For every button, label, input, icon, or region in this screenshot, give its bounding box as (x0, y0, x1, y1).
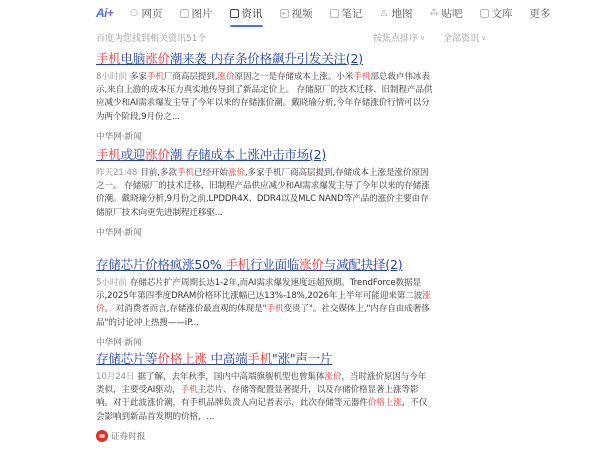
tab-news[interactable]: 资讯 (230, 3, 263, 23)
result-count: 百度为您找到相关资讯51个 (96, 34, 207, 44)
result-snippet: 昨天21:48 目前,多款手机已经开始涨价,多家手机厂商高层提到,存储成本上涨是涨价原因之一。 存储原厂的技术迁移、旧制程产品供应减少和AI需求爆发主导了今年以来的存储涨价潮。戴晓瑜分析,9月份之前,LPDDR4X、DDR4以及MLC NAND等产品的涨价主要由存储原厂技术向更先进制程迁移驱... (96, 168, 430, 218)
result-title-link[interactable]: 存储芯片等价格上涨 中高端手机"涨"声一片 (96, 351, 333, 366)
image-icon (180, 9, 189, 18)
video-icon: ▸ (280, 9, 289, 18)
result-source[interactable]: 中华网·新闻 (96, 227, 142, 238)
result-source[interactable]: 中华网·新闻 (96, 131, 142, 142)
map-icon: ◬ (380, 7, 388, 18)
filter-dropdown[interactable]: 全部资讯 ∨ (443, 33, 487, 44)
tab-more[interactable]: 更多 (529, 7, 551, 20)
ai-logo[interactable]: Ai+ (96, 6, 114, 20)
result-source[interactable]: 证券时报 (96, 430, 436, 442)
tab-tieba[interactable]: ⁂ 贴吧 (429, 7, 463, 20)
result-time: 5小时前 (96, 278, 127, 288)
chevron-down-icon: ∨ (481, 33, 487, 42)
result-title-link[interactable]: 存储芯片价格疯涨50% 手机行业面临涨价与减配抉择(2) (96, 257, 403, 272)
tab-wenku[interactable]: 文库 (480, 3, 513, 23)
news-icon (230, 9, 239, 18)
news-result (96, 256, 436, 348)
result-title-link[interactable]: 手机或迎涨价潮 存储成本上涨冲击市场(2) (96, 147, 327, 162)
search-tools (373, 31, 486, 44)
news-result (96, 146, 436, 238)
tieba-icon: ⁂ (429, 7, 439, 18)
search-tabs (96, 3, 568, 23)
news-result (96, 50, 436, 142)
result-title-link[interactable]: 手机电脑涨价潮来袭 内存条价格飙升引发关注(2) (96, 51, 363, 66)
news-result (96, 350, 436, 442)
result-source[interactable]: 中华网·新闻 (96, 337, 142, 348)
tab-notes[interactable]: 笔记 (330, 3, 363, 23)
result-time: 10月24日 (96, 372, 135, 382)
note-icon (330, 9, 339, 18)
tab-web[interactable]: ○ 网页 (130, 7, 163, 20)
tab-video[interactable]: ▸ 视频 (280, 3, 313, 23)
securities-times-logo-icon (96, 430, 108, 442)
result-snippet: 10月24日 据了解，去年秋季，国内中高端旗舰机型也曾集体涨价，当时涨价原因与今年类似，主要受AI驱动，手机主芯片、存储等配置显著提升，以及存储价格显著上涨等影响。对于此波涨价潮，有手机品牌负责人向记者表示，此次存储等元器件价格上涨，不仅会影响到新品首发期的价格，... (96, 372, 428, 422)
doc-icon (480, 9, 489, 18)
result-snippet: 8小时前 多家手机厂商高层提到,涨价原因之一是存储成本上涨。小米手机部总裁卢伟冰表示,来自上游的成本压力真实地传导到了新品定价上。 存储原厂的技术迁移、旧制程产品供应减少和AI需求爆发主导了今年以来的存储涨价潮。戴晓瑜分析,今年存储涨价行情可以分为两个阶段,9月份之... (96, 72, 433, 122)
result-snippet: 5小时前 存储芯片扩产周期长达1-2年,而AI需求爆发速度远超预期。TrendForce数据显示,2025年第四季度DRAM价格环比涨幅已达13%-18%,2026年上半年可能迎来第二波涨价。 对消费者而言,存储涨价最直观的体现是"手机变贵了"。社交媒体上,"内存自由成奢侈品"的讨论冲上热搜——iP... (96, 278, 431, 328)
result-time: 8小时前 (96, 72, 127, 82)
sort-dropdown[interactable]: 按焦点排序 ∨ (373, 33, 426, 44)
tab-images[interactable]: 图片 (180, 3, 213, 23)
chevron-down-icon: ∨ (420, 33, 426, 42)
tab-map[interactable]: ◬ 地图 (380, 7, 413, 20)
search-icon: ○ (130, 7, 138, 18)
result-time: 昨天21:48 (96, 168, 138, 178)
